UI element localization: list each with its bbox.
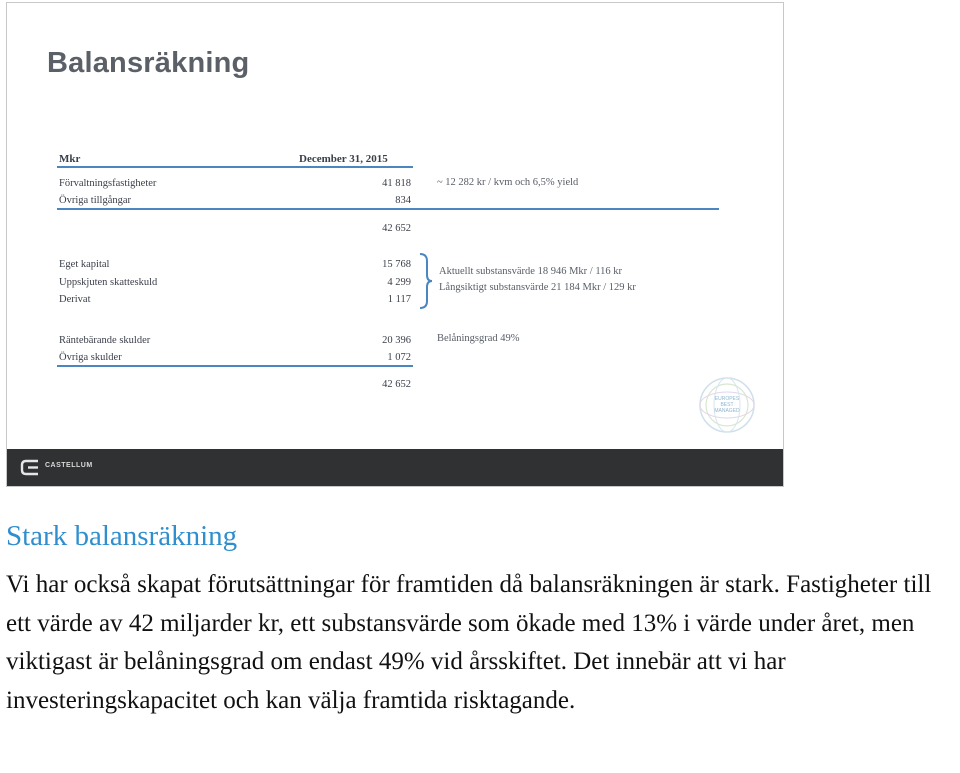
liabilities-total: 42 652 <box>382 379 411 390</box>
equity-label: Eget kapital <box>59 259 110 270</box>
assets-rule <box>57 208 719 210</box>
balance-sheet <box>7 3 783 486</box>
asset-value: 41 818 <box>382 178 411 189</box>
asset-value: 834 <box>395 195 411 206</box>
liability-label: Övriga skulder <box>59 352 122 363</box>
seal-text: BEST <box>720 402 734 408</box>
castellum-logo-icon <box>20 459 40 476</box>
slide-title: Balansräkning <box>47 47 250 79</box>
header-label: Mkr <box>59 153 81 165</box>
equity-note: Aktuellt substansvärde 18 946 Mkr / 116 kr <box>439 266 623 277</box>
liabilities-rule <box>57 365 413 367</box>
equity-label: Uppskjuten skatteskuld <box>59 277 158 288</box>
liability-value: 1 072 <box>387 352 411 363</box>
slide-footer <box>7 449 783 486</box>
seal-text: MANAGED <box>714 408 740 414</box>
article-heading: Stark balansräkning <box>6 520 238 552</box>
slide <box>6 2 784 487</box>
equity-value: 4 299 <box>387 277 411 288</box>
header-date: December 31, 2015 <box>299 153 388 165</box>
liability-value: 20 396 <box>382 335 411 346</box>
footer-brand: CASTELLUM <box>45 462 93 469</box>
equity-value: 1 117 <box>387 294 411 305</box>
liability-label: Räntebärande skulder <box>59 335 151 346</box>
equity-label: Derivat <box>59 294 91 305</box>
brace-icon <box>417 253 433 309</box>
asset-label: Övriga tillgångar <box>59 195 132 206</box>
header-rule <box>57 166 413 168</box>
equity-value: 15 768 <box>382 259 411 270</box>
award-seal-icon <box>697 375 757 435</box>
article-body: Vi har också skapat förutsättningar för framtiden då balansräkningen är stark. Fastigheter till ett värde av 42 miljarder kr, ett substansvärde som ökade med 13% i värde under året, men viktigast är belåningsgrad om endast 49% vid årsskiftet. Det innebär att vi har investeringskapacitet och kan välja framtida risktagande. <box>6 571 932 714</box>
seal-text: EUROPES <box>714 396 740 402</box>
equity-note: Långsiktigt substansvärde 21 184 Mkr / 129 kr <box>439 282 636 293</box>
asset-label: Förvaltningsfastigheter <box>59 178 157 189</box>
liabilities-note: Belåningsgrad 49% <box>437 333 520 344</box>
assets-total: 42 652 <box>382 223 411 234</box>
assets-note: ~ 12 282 kr / kvm och 6,5% yield <box>437 177 579 188</box>
